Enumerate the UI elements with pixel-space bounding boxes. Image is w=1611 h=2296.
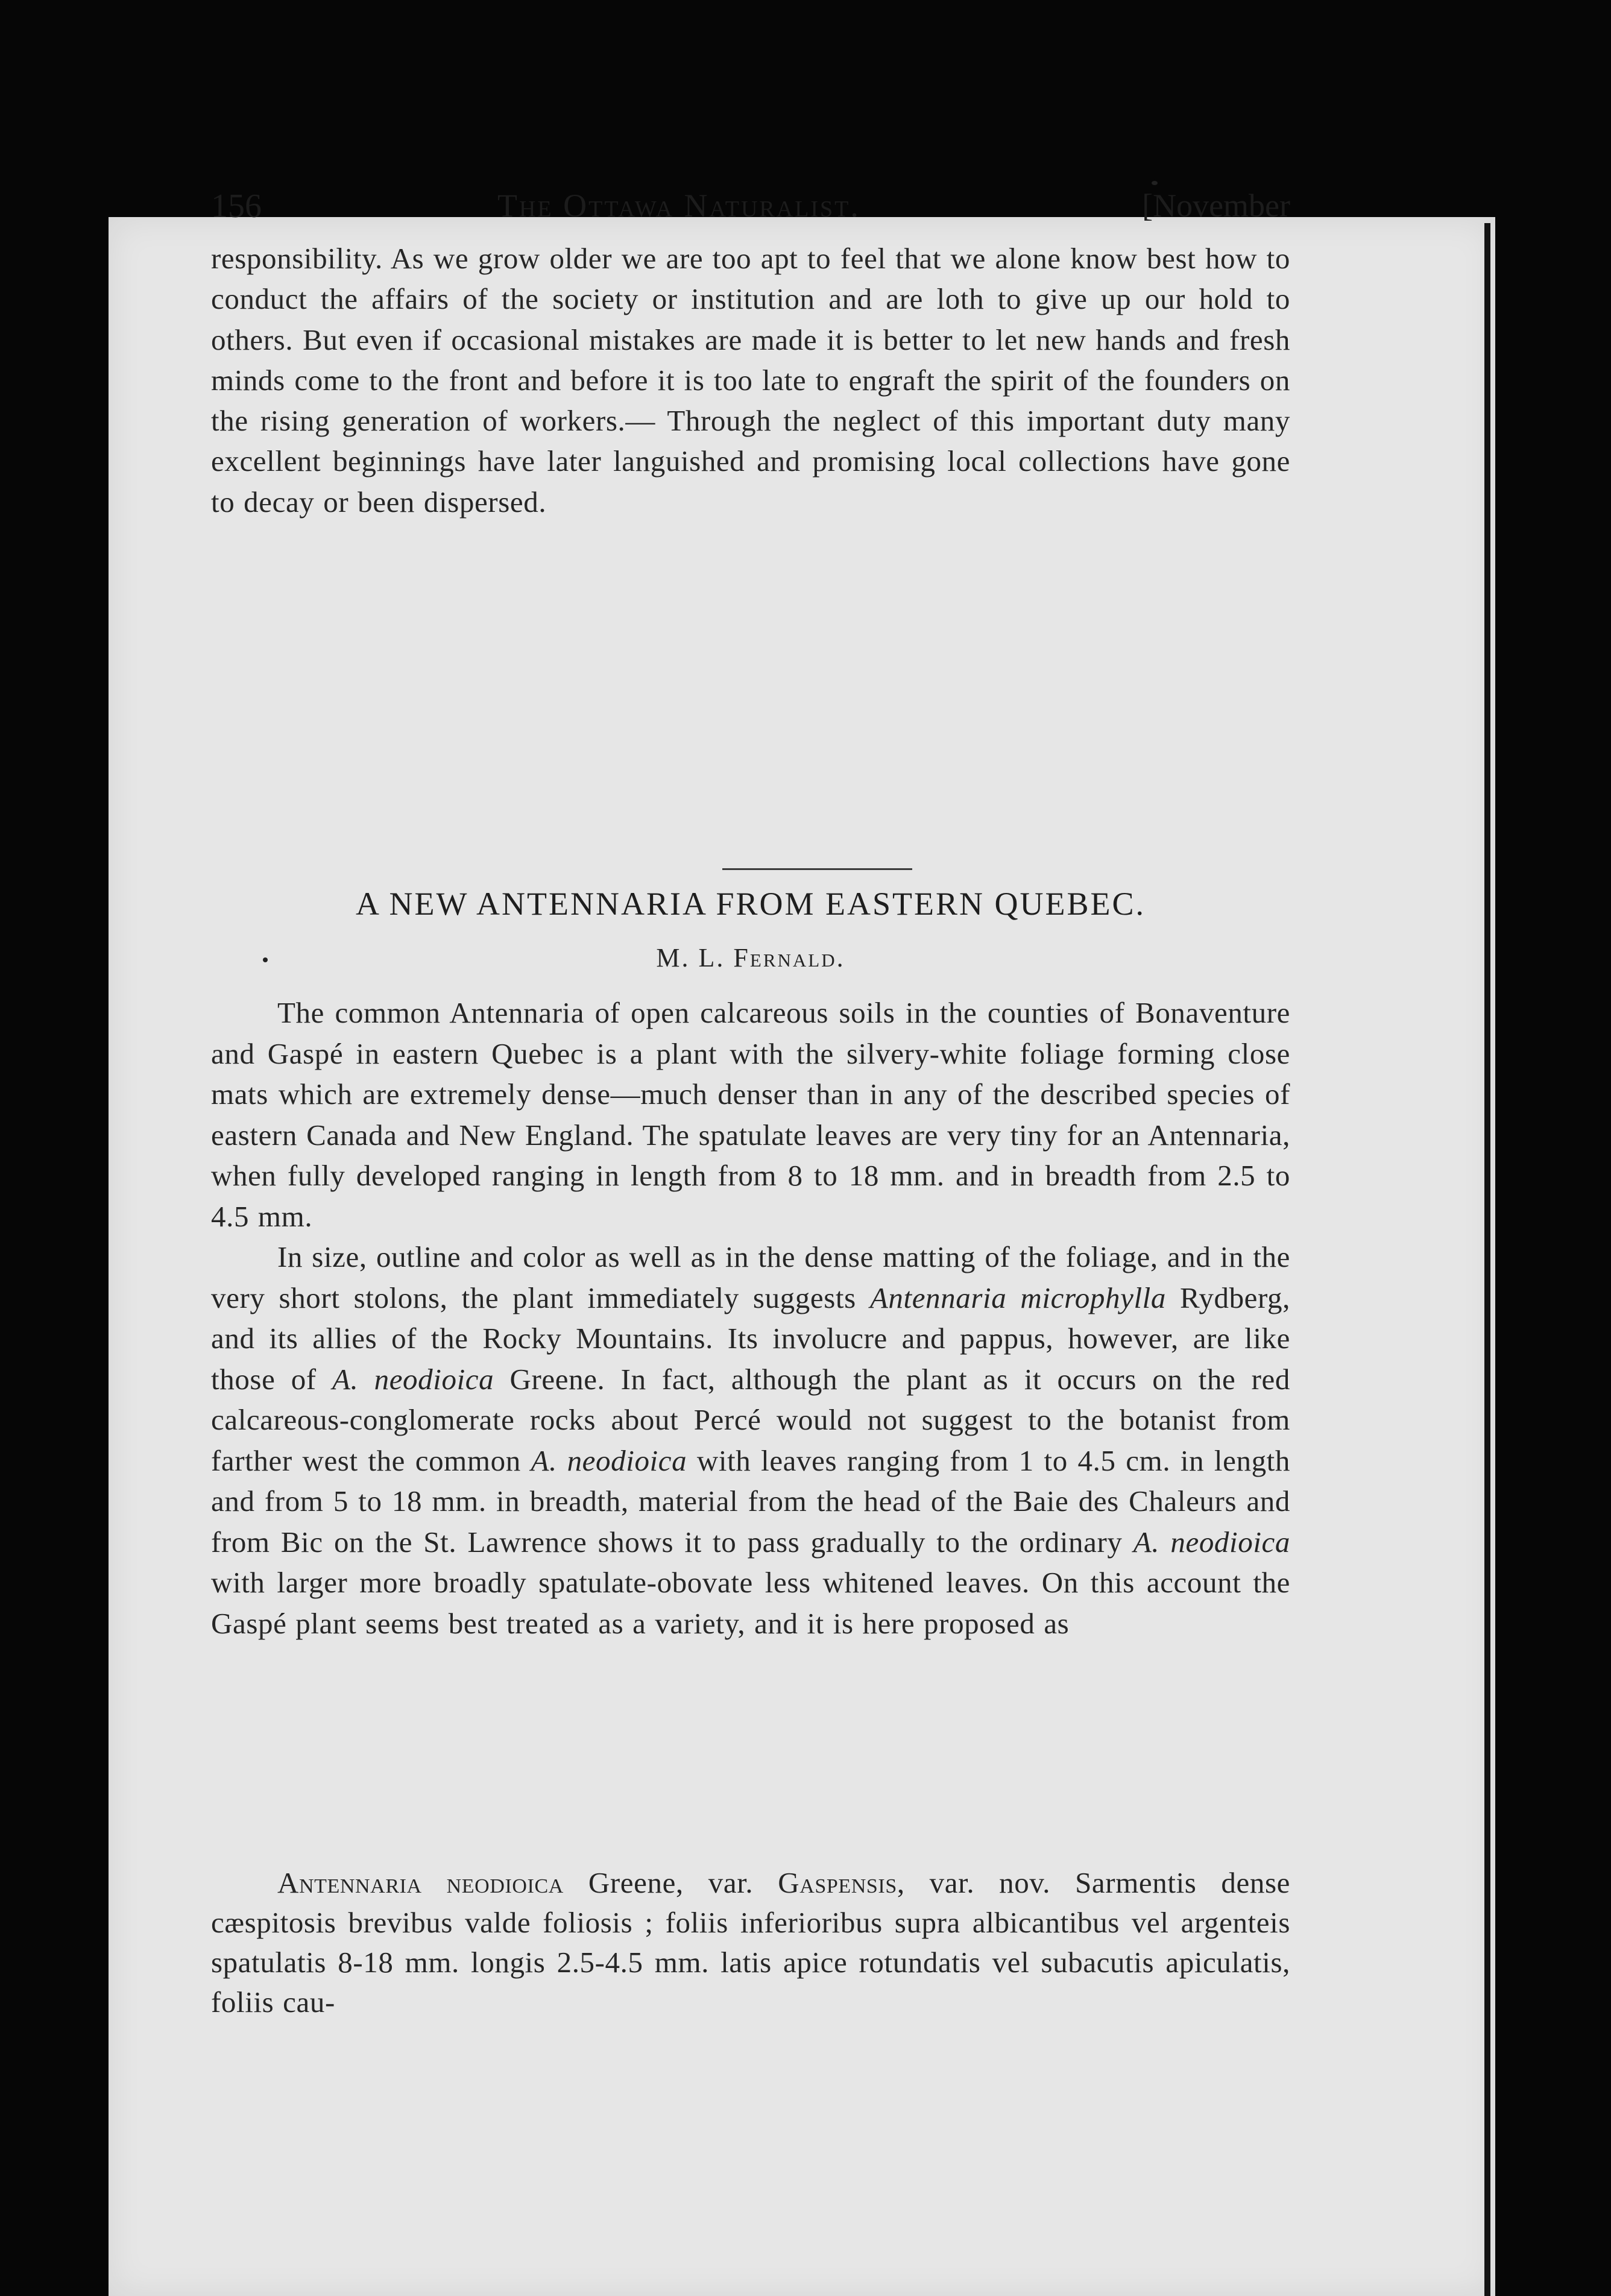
dust-speck bbox=[1152, 181, 1158, 185]
paragraph-2 bbox=[211, 1237, 1290, 1644]
page-number: 156 bbox=[211, 188, 262, 225]
page-gutter-edge bbox=[1484, 223, 1490, 2296]
text-run: Greene. In fact, although the plant as it occurs on the red calcareous-conglomerate rocks about Percé would not suggest to the botanist from farther west the common bbox=[211, 1362, 1290, 1477]
paragraph-1: The common Antennaria of open calcareous soils in the counties of Bonaventure and Gaspé in eastern Quebec is a plant with the silvery-white foliage forming close mats which are extremely dense—much denser than in any of the described species of eastern Canada and New England. The spatulate leaves are very tiny for an Antennaria, when fully developed ranging in length from 8 to 18 mm. and in breadth from 2.5 to 4.5 mm. bbox=[211, 996, 1290, 1233]
species-name: A. neodioica bbox=[332, 1362, 494, 1396]
article-title: A NEW ANTENNARIA FROM EASTERN QUEBEC. bbox=[355, 886, 1146, 922]
continued-paragraph: responsibility. As we grow older we are too apt to feel that we alone know best how to conduct the affairs of the society or institution and are loth to give up our hold to others. But even if occasional mistakes are made it is better to let new hands and fresh minds come to the front and before it is too late to engraft the spirit of the founders on the rising generation of workers.— Through the neglect of this important duty many excellent beginnings have later languished and promising local collections have gone to decay or been dispersed. bbox=[211, 242, 1290, 519]
issue-month: [November bbox=[1142, 188, 1290, 224]
diagnosis-paragraph bbox=[211, 1863, 1290, 2022]
species-name: Antennaria microphylla bbox=[869, 1281, 1166, 1314]
text-run: with leaves ranging from 1 to 4.5 cm. in length and from 5 to 18 mm. in breadth, material from the head of the Baie des Chaleurs and from Bic on the St. Lawrence shows it to pass gradually to the ordinary bbox=[211, 1443, 1290, 1559]
taxon-name: Antennaria neodioica bbox=[277, 1866, 564, 1899]
running-header bbox=[211, 187, 1290, 235]
article-author: M. L. Fernald. bbox=[656, 943, 845, 973]
text-run: with larger more broadly spatulate-obovate less whitened leaves. On this account the Gaspé plant seems best treated as a variety, and it is here proposed as bbox=[211, 1566, 1290, 1640]
text-run: Greene, var. bbox=[563, 1866, 778, 1899]
journal-title: The Ottawa Naturalist. bbox=[497, 188, 860, 224]
text-run: , var. nov. Sarmentis dense cæspitosis brevibus valde foliosis ; foliis inferioribus supra albicantibus vel argenteis spatulatis 8-18 mm. longis 2.5-4.5 mm. latis apice rotundatis vel subacutis apiculatis, foliis cau- bbox=[211, 1866, 1290, 2019]
text-run: Rydberg, and its allies of the Rocky Mountains. Its involucre and pappus, however, are like those of bbox=[211, 1281, 1290, 1396]
section-divider bbox=[722, 868, 912, 870]
text-run: In size, outline and color as well as in the dense matting of the foliage, and in the very short stolons, the plant immediately suggests bbox=[211, 1240, 1290, 1314]
latin-diagnosis bbox=[211, 1863, 1290, 2022]
article-body bbox=[211, 992, 1290, 1644]
variety-name: Gaspensis bbox=[778, 1866, 897, 1899]
species-name: A. neodioica bbox=[531, 1443, 687, 1477]
species-name: A. neodioica bbox=[1133, 1525, 1290, 1559]
